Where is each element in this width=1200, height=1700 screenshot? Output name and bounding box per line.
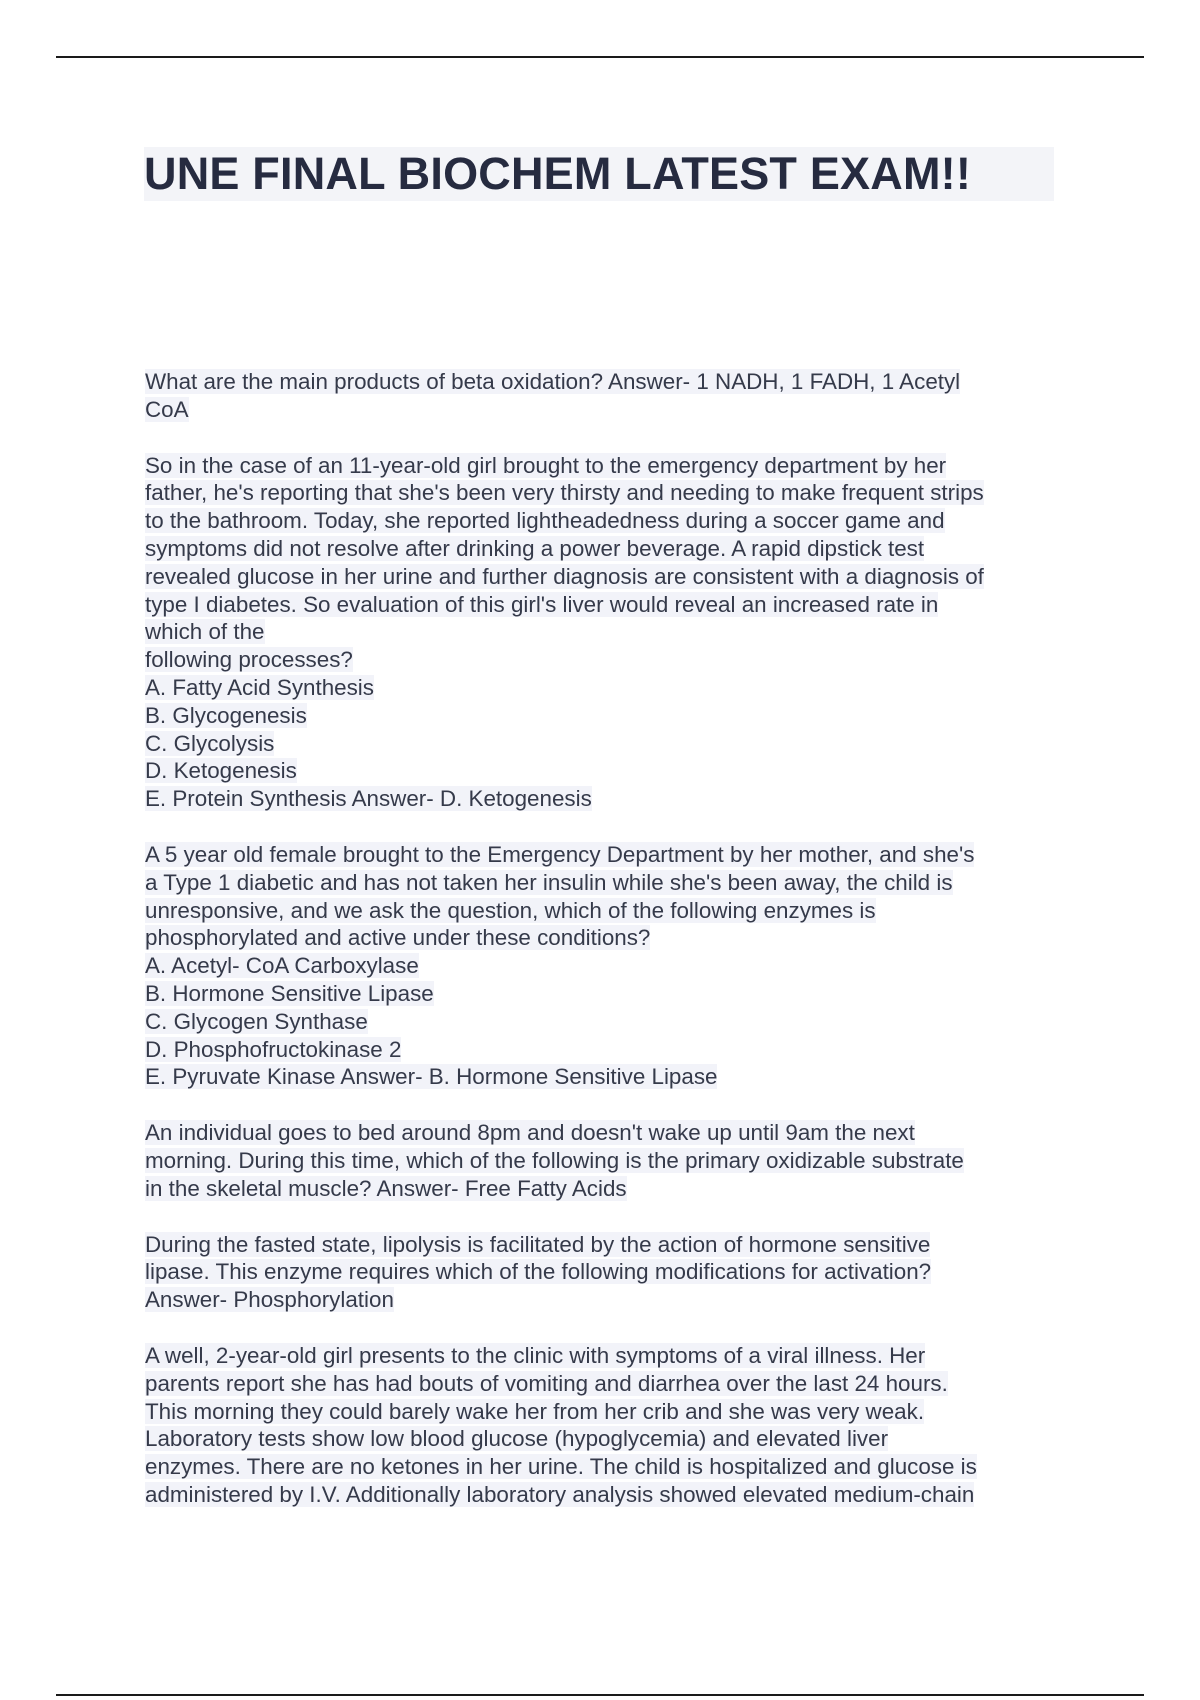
qa-block-2 — [145, 452, 1065, 813]
text-line: which of the — [145, 619, 265, 645]
qa-block-5 — [145, 1231, 1065, 1314]
text-line: father, he's reporting that she's been very thirsty and needing to make frequent strips — [145, 480, 984, 506]
text-line: type I diabetes. So evaluation of this girl's liver would reveal an increased rate in — [145, 591, 939, 617]
bottom-divider — [56, 1694, 1144, 1696]
qa-block-1 — [145, 368, 1065, 424]
text-line: phosphorylated and active under these conditions? — [145, 925, 651, 951]
text-line: A 5 year old female brought to the Emergency Department by her mother, and she's — [145, 841, 975, 867]
qa-block-6 — [145, 1342, 1065, 1509]
answer-option: B. Glycogenesis — [145, 702, 307, 728]
text-line: During the fasted state, lipolysis is facilitated by the action of hormone sensitive — [145, 1231, 931, 1257]
text-line: Answer- Phosphorylation — [145, 1287, 394, 1313]
answer-option: B. Hormone Sensitive Lipase — [145, 980, 434, 1006]
text-line: following processes? — [145, 647, 353, 673]
text-line: So in the case of an 11-year-old girl brought to the emergency department by her — [145, 452, 947, 478]
text-line: to the bathroom. Today, she reported lightheadedness during a soccer game and — [145, 508, 945, 534]
text-line: parents report she has had bouts of vomiting and diarrhea over the last 24 hours. — [145, 1370, 948, 1396]
text-line: CoA — [145, 396, 189, 422]
top-divider — [56, 56, 1144, 58]
text-line: An individual goes to bed around 8pm and doesn't wake up until 9am the next — [145, 1120, 915, 1146]
document-title: UNE FINAL BIOCHEM LATEST EXAM!! — [144, 147, 1054, 201]
text-line: administered by I.V. Additionally laboratory analysis showed elevated medium-chain — [145, 1481, 975, 1507]
answer-option: D. Ketogenesis — [145, 758, 297, 784]
text-line: This morning they could barely wake her from her crib and she was very weak. — [145, 1398, 925, 1424]
text-line: unresponsive, and we ask the question, which of the following enzymes is — [145, 897, 876, 923]
qa-block-3 — [145, 841, 1065, 1091]
text-line: morning. During this time, which of the following is the primary oxidizable substrate — [145, 1147, 964, 1173]
text-line: enzymes. There are no ketones in her urine. The child is hospitalized and glucose is — [145, 1454, 977, 1480]
answer-option: C. Glycolysis — [145, 730, 275, 756]
answer-option: A. Fatty Acid Synthesis — [145, 674, 374, 700]
answer-option: A. Acetyl- CoA Carboxylase — [145, 953, 419, 979]
document-body — [145, 368, 1065, 1537]
text-line: symptoms did not resolve after drinking a power beverage. A rapid dipstick test — [145, 535, 925, 561]
text-line: lipase. This enzyme requires which of the following modifications for activation? — [145, 1259, 932, 1285]
text-line: revealed glucose in her urine and further diagnosis are consistent with a diagnosis of — [145, 563, 984, 589]
text-line: What are the main products of beta oxidation? Answer- 1 NADH, 1 FADH, 1 Acetyl — [145, 369, 961, 394]
answer-option: E. Pyruvate Kinase Answer- B. Hormone Sensitive Lipase — [145, 1064, 718, 1090]
text-line: A well, 2-year-old girl presents to the clinic with symptoms of a viral illness. Her — [145, 1342, 926, 1368]
qa-block-4 — [145, 1119, 1065, 1202]
text-line: in the skeletal muscle? Answer- Free Fatty Acids — [145, 1175, 627, 1201]
text-line: a Type 1 diabetic and has not taken her insulin while she's been away, the child is — [145, 869, 953, 895]
answer-option: D. Phosphofructokinase 2 — [145, 1036, 402, 1062]
answer-option: E. Protein Synthesis Answer- D. Ketogenesis — [145, 786, 592, 812]
text-line: Laboratory tests show low blood glucose (hypoglycemia) and elevated liver — [145, 1426, 889, 1452]
answer-option: C. Glycogen Synthase — [145, 1008, 368, 1034]
